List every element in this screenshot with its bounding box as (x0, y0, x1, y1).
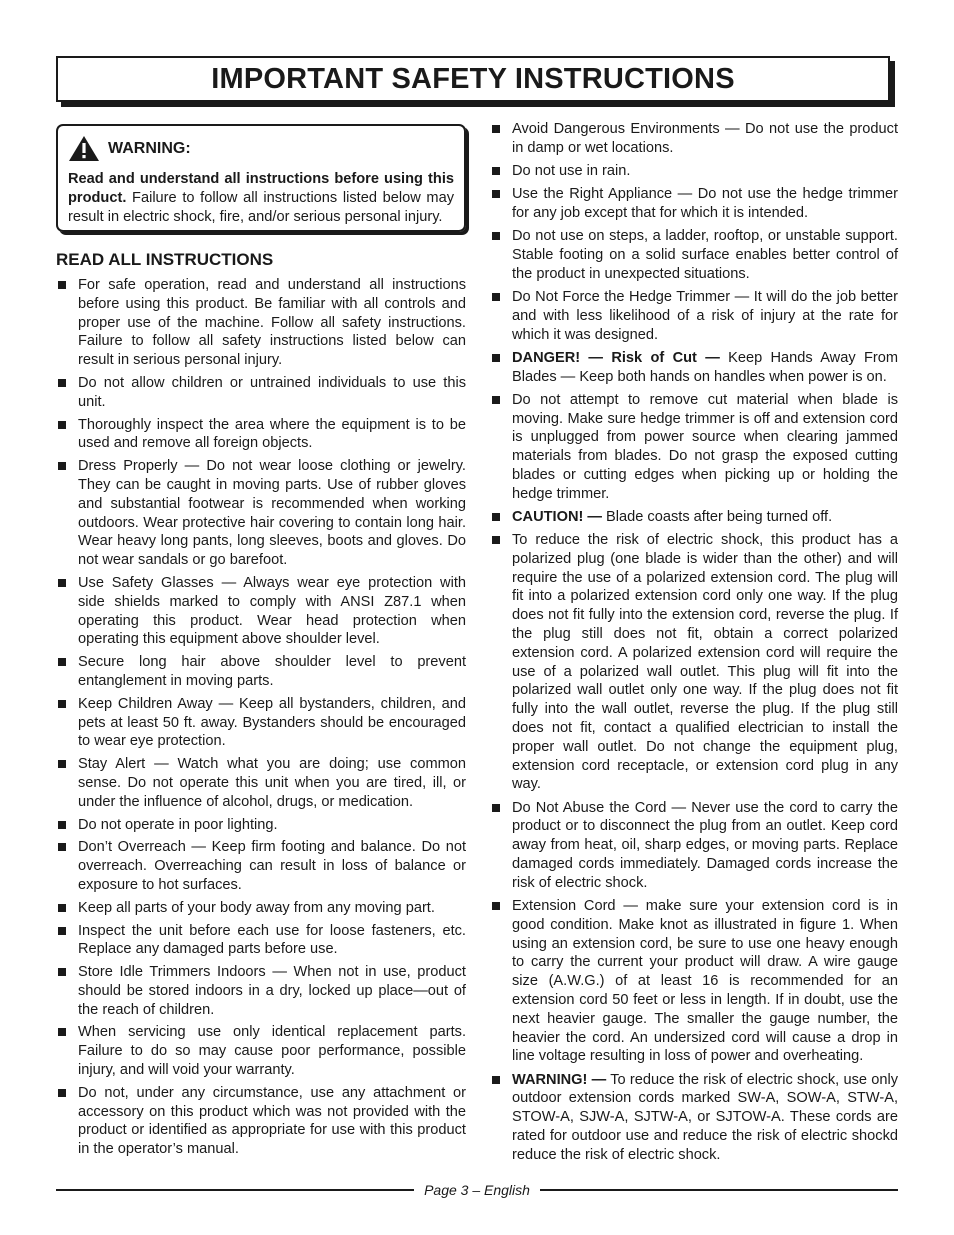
square-bullet-icon (492, 125, 500, 133)
instruction-item (56, 457, 466, 570)
page-title: IMPORTANT SAFETY INSTRUCTIONS (211, 62, 735, 95)
square-bullet-icon (58, 1089, 66, 1097)
instruction-bold-text: DANGER! — Risk of Cut — (512, 349, 720, 366)
instruction-item (490, 897, 898, 1066)
instruction-item (56, 695, 466, 751)
page-footer (56, 1180, 898, 1200)
square-bullet-icon (492, 396, 500, 404)
instruction-text: Do not use on steps, a ladder, rooftop, or unstable support. Stable footing on a solid surface enables better control of the product in unexpected situations. (512, 228, 898, 282)
square-bullet-icon (492, 804, 500, 812)
instruction-item (56, 816, 466, 835)
instruction-item (56, 574, 466, 649)
right-column (490, 120, 898, 1169)
instruction-text: Use the Right Appliance — Do not use the hedge trimmer for any job except that for which it is intended. (512, 186, 898, 221)
title-banner (56, 56, 890, 102)
instruction-item (490, 162, 898, 181)
instruction-text: For safe operation, read and understand all instructions before using this product. Be familiar with all controls and proper use of the machine. Follow all safety instructions. Failure to follow all safety instructions listed below can result in serious personal injury. (78, 277, 466, 369)
instruction-item (56, 922, 466, 960)
instruction-text: Blade coasts after being turned off. (602, 508, 833, 525)
instruction-item (490, 799, 898, 893)
instruction-text: Do not allow children or untrained individuals to use this unit. (78, 374, 466, 410)
square-bullet-icon (492, 190, 500, 198)
left-column (56, 120, 466, 1163)
square-bullet-icon (58, 700, 66, 708)
instruction-item (490, 288, 898, 344)
instruction-item (56, 899, 466, 918)
square-bullet-icon (58, 904, 66, 912)
instruction-text: Keep Hands Away From Blades — Keep both hands on handles when power is on. (512, 349, 898, 385)
warning-body-text: Failure to follow all instructions listed below may result in electric shock, fire, and/or serious personal injury. (68, 190, 454, 225)
instruction-text: Avoid Dangerous Environments — Do not use the product in damp or wet locations. (512, 121, 898, 156)
square-bullet-icon (58, 658, 66, 666)
warning-box (56, 124, 466, 232)
footer-rule-left (56, 1189, 414, 1191)
instruction-text: Keep Children Away — Keep all bystanders, children, and pets at least 50 ft. away. Bystanders should be encouraged to wear eye protection. (78, 695, 466, 750)
instruction-text: Use Safety Glasses — Always wear eye protection with side shields marked to comply with ANSI Z87.1 when operating this product. Wear head protection when operating this equipment above shoulder level. (78, 574, 466, 648)
instruction-item (490, 185, 898, 223)
instruction-item (490, 227, 898, 283)
warning-bold-text: Read and understand all instructions before using this product. (68, 171, 454, 206)
instruction-bold-text: CAUTION! — (512, 508, 602, 525)
instruction-item (56, 838, 466, 894)
instruction-item (56, 374, 466, 412)
square-bullet-icon (58, 927, 66, 935)
warning-heading: WARNING: (108, 139, 191, 157)
square-bullet-icon (58, 968, 66, 976)
instruction-item (56, 963, 466, 1019)
instruction-text: Do not use in rain. (512, 162, 631, 179)
instruction-text: Dress Properly — Do not wear loose clothing or jewelry. They can be caught in moving parts. Use of rubber gloves and substantial footwear is recommended when working outdoors. Wear protective hair covering to contain long hair. Wear heavy long pants, long sleeves, boots and gloves. Do not wear sandals or go barefoot. (78, 458, 466, 569)
instruction-item (56, 416, 466, 454)
instruction-text: Secure long hair above shoulder level to prevent entanglement in moving parts. (78, 654, 466, 689)
square-bullet-icon (492, 536, 500, 544)
square-bullet-icon (492, 293, 500, 301)
instruction-item (490, 531, 898, 794)
instruction-item (56, 755, 466, 811)
square-bullet-icon (492, 167, 500, 175)
footer-rule-right (540, 1189, 898, 1191)
instruction-text: Stay Alert — Watch what you are doing; use common sense. Do not operate this unit when you are tired, ill, or under the influence of alcohol, drugs, or medication. (78, 756, 466, 810)
instruction-item (56, 1084, 466, 1159)
square-bullet-icon (58, 462, 66, 470)
square-bullet-icon (58, 760, 66, 768)
instruction-item (490, 391, 898, 504)
left-instruction-list (56, 276, 466, 1159)
instruction-text: To reduce the risk of electric shock, use only outdoor extension cords marked SW-A, SOW-A, STW-A, STOW-A, SJW-A, SJTW-A, or SJTOW-A. These cords are rated for outdoor use and reduce the risk of electric shockd reduce the risk of electric shock. (512, 1071, 899, 1163)
instruction-item (56, 276, 466, 370)
instruction-item (490, 120, 898, 158)
right-instruction-list (490, 120, 898, 1165)
square-bullet-icon (58, 843, 66, 851)
read-all-heading: READ ALL INSTRUCTIONS (56, 250, 274, 269)
instruction-text: Do not, under any circumstance, use any attachment or accessory on this product which was not provided with the product or identified as appropriate for use with this product in the operator’s manual. (78, 1084, 466, 1158)
square-bullet-icon (58, 579, 66, 587)
square-bullet-icon (492, 1076, 500, 1084)
instruction-item (56, 1023, 466, 1079)
instruction-item (490, 508, 898, 527)
square-bullet-icon (58, 1028, 66, 1036)
instruction-text: Extension Cord — make sure your extension cord is in good condition. Make knot as illustrated in figure 1. When using an extension cord, be sure to use one heavy enough to carry the current your product will draw. A wire gauge size (A.W.G.) of at least 16 is recommended for an extension cord 50 feet or less in length. If in doubt, use the next heavier gauge. The smaller the gauge number, the heavier the cord. An undersized cord will cause a drop in line voltage resulting in loss of power and overheating. (512, 897, 898, 1065)
page-number: Page 3 – English (424, 1182, 530, 1198)
square-bullet-icon (492, 902, 500, 910)
square-bullet-icon (492, 513, 500, 521)
square-bullet-icon (58, 379, 66, 387)
instruction-text: Do Not Force the Hedge Trimmer — It will do the job better and with less likelihood of a risk of injury at the rate for which it was designed. (512, 288, 898, 343)
square-bullet-icon (58, 281, 66, 289)
instruction-text: Store Idle Trimmers Indoors — When not in use, product should be stored indoors in a dry, locked up place—out of the reach of children. (78, 964, 466, 1018)
instruction-bold-text: WARNING! — (512, 1071, 607, 1088)
warning-header (68, 135, 454, 162)
instruction-text: To reduce the risk of electric shock, this product has a polarized plug (one blade is wider than the other) and will require the use of a polarized extension cord. The plug will fit into a polarized extension cord only one way. If the plug does not fit fully into the extension cord, reverse the plug. If the plug still does not fit, obtain a correct polarized extension cord. A polarized extension cord will require the use of a polarized wall outlet. This plug will fit into the polarized wall outlet only one way. If the plug does not fit fully into the wall outlet, reverse the plug. If the plug still does not fit, contact a qualified electrician to install the proper wall outlet. Do not change the equipment plug, extension cord receptacle, or extension cord plug in any way. (512, 532, 898, 793)
instruction-item (490, 349, 898, 387)
instruction-text: Thoroughly inspect the area where the equipment is to be used and remove all foreign objects. (78, 416, 466, 452)
square-bullet-icon (492, 354, 500, 362)
instruction-text: Inspect the unit before each use for loose fasteners, etc. Replace any damaged parts before use. (78, 922, 466, 958)
square-bullet-icon (58, 821, 66, 829)
square-bullet-icon (492, 232, 500, 240)
instruction-item (56, 653, 466, 691)
instruction-text: Do not attempt to remove cut material when blade is moving. Make sure hedge trimmer is off and extension cord is unplugged from power source when clearing jammed materials from blades. Do not grasp the exposed cutting blades or cutting edges when picking up or holding the hedge trimmer. (512, 391, 898, 502)
square-bullet-icon (58, 421, 66, 429)
instruction-text: When servicing use only identical replacement parts. Failure to do so may cause poor performance, possible injury, and will void your warranty. (78, 1024, 466, 1079)
instruction-item (490, 1071, 898, 1165)
instruction-text: Do not operate in poor lighting. (78, 816, 278, 833)
instruction-text: Do Not Abuse the Cord — Never use the cord to carry the product or to disconnect the plug from an outlet. Keep cord away from heat, oil, sharp edges, or moving parts. Replace damaged cords immediately. Damaged cords increase the risk of electric shock. (512, 799, 898, 891)
warning-text (68, 170, 454, 227)
instruction-text: Don’t Overreach — Keep firm footing and balance. Do not overreach. Overreaching can result in loss of balance or exposure to hot surfaces. (78, 839, 466, 893)
warning-triangle-icon (68, 135, 100, 162)
instruction-text: Keep all parts of your body away from any moving part. (78, 899, 435, 916)
